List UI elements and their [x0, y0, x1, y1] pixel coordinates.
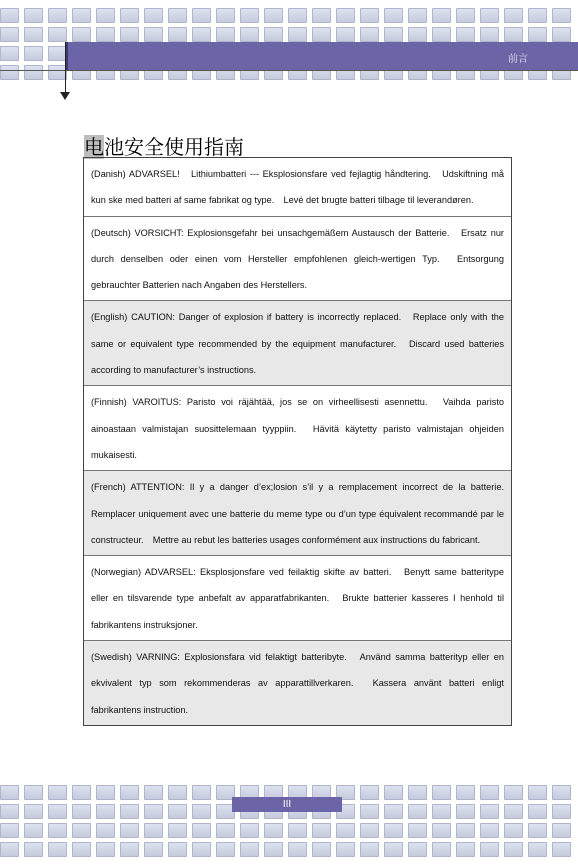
grid-tile — [48, 823, 67, 838]
grid-tile — [120, 804, 139, 819]
grid-tile — [168, 804, 187, 819]
grid-tile — [120, 8, 139, 23]
grid-tile — [360, 823, 379, 838]
grid-tile — [168, 823, 187, 838]
grid-tile — [192, 785, 211, 800]
notice-finnish: (Finnish) VAROITUS: Paristo voi räjähtää, jos se on virheellisesti asennettu. Vaihda paristo ainoastaan valmistajan suosittelemaan tyyppiin. Hävitä käytetty paristo valmistajan ohjeiden mukaisesti. — [84, 386, 511, 471]
grid-tile — [384, 8, 403, 23]
grid-tile — [48, 8, 67, 23]
decorative-grid-bottom — [0, 785, 571, 857]
header-section-label: 前言 — [508, 54, 528, 65]
grid-tile — [96, 8, 115, 23]
grid-tile — [360, 804, 379, 819]
grid-tile — [288, 842, 307, 857]
grid-tile — [552, 823, 571, 838]
grid-tile — [360, 8, 379, 23]
grid-tile — [72, 785, 91, 800]
grid-tile — [48, 842, 67, 857]
grid-tile — [96, 785, 115, 800]
notice-swedish: (Swedish) VARNING: Explosionsfara vid felaktigt batteribyte. Använd samma batterityp eller en ekvivalent typ som rekommenderas av apparattillverkaren. Kassera använt batteri enligt fabrikantens instruction. — [84, 641, 511, 725]
grid-tile — [456, 804, 475, 819]
grid-tile — [144, 27, 163, 42]
grid-tile — [480, 8, 499, 23]
grid-tile — [528, 842, 547, 857]
grid-tile — [24, 785, 43, 800]
grid-tile — [264, 842, 283, 857]
grid-tile — [96, 842, 115, 857]
grid-tile — [312, 27, 331, 42]
grid-tile — [552, 804, 571, 819]
grid-tile — [480, 804, 499, 819]
grid-tile — [552, 785, 571, 800]
notice-french: (French) ATTENTION: Il y a danger d’ex;losion s’il y a remplacement incorrect de la batterie. Remplacer uniquement avec une batterie du meme type ou d’un type équivalent recommandé par le constructeur. Mettre au rebut les batteries usages conformément aux instructions du fabricant. — [84, 471, 511, 556]
grid-tile — [504, 8, 523, 23]
grid-tile — [480, 27, 499, 42]
grid-tile — [456, 823, 475, 838]
grid-tile — [360, 27, 379, 42]
grid-tile — [528, 823, 547, 838]
grid-tile — [336, 27, 355, 42]
grid-tile — [120, 842, 139, 857]
grid-tile — [408, 8, 427, 23]
grid-tile — [336, 823, 355, 838]
grid-tile — [528, 804, 547, 819]
grid-tile — [240, 27, 259, 42]
grid-tile — [168, 785, 187, 800]
grid-tile — [144, 8, 163, 23]
grid-tile — [216, 8, 235, 23]
grid-tile — [72, 804, 91, 819]
grid-tile — [216, 842, 235, 857]
grid-tile — [408, 823, 427, 838]
grid-tile — [384, 27, 403, 42]
grid-tile — [408, 27, 427, 42]
grid-tile — [24, 27, 43, 42]
grid-tile — [552, 8, 571, 23]
grid-tile — [480, 842, 499, 857]
grid-tile — [432, 823, 451, 838]
grid-tile — [48, 27, 67, 42]
grid-tile — [24, 823, 43, 838]
grid-tile — [0, 8, 19, 23]
grid-tile — [504, 27, 523, 42]
grid-tile — [504, 804, 523, 819]
grid-tile — [72, 842, 91, 857]
grid-tile — [144, 823, 163, 838]
grid-tile — [24, 65, 43, 80]
grid-tile — [120, 785, 139, 800]
grid-tile — [48, 804, 67, 819]
grid-tile — [96, 804, 115, 819]
header-bar — [66, 42, 578, 70]
marker-line — [65, 42, 66, 94]
grid-tile — [144, 804, 163, 819]
grid-tile — [528, 27, 547, 42]
header-rule — [0, 70, 578, 71]
grid-tile — [408, 842, 427, 857]
grid-tile — [312, 842, 331, 857]
grid-tile — [552, 842, 571, 857]
grid-tile — [408, 785, 427, 800]
grid-tile — [192, 8, 211, 23]
grid-tile — [504, 823, 523, 838]
grid-tile — [48, 785, 67, 800]
notice-english: (English) CAUTION: Danger of explosion if battery is incorrectly replaced. Replace only with the same or equivalent type recommended by the equipment manufacturer. Discard used batteries according to manufacturer’s instructions. — [84, 301, 511, 386]
grid-tile — [192, 842, 211, 857]
grid-tile — [0, 804, 19, 819]
grid-tile — [432, 27, 451, 42]
grid-tile — [456, 785, 475, 800]
grid-tile — [72, 8, 91, 23]
grid-tile — [264, 27, 283, 42]
grid-tile — [264, 823, 283, 838]
grid-tile — [192, 27, 211, 42]
grid-tile — [120, 823, 139, 838]
page-title-rest: 池安全使用指南 — [104, 135, 244, 160]
grid-tile — [504, 785, 523, 800]
grid-tile — [456, 27, 475, 42]
grid-tile — [144, 842, 163, 857]
grid-tile — [216, 27, 235, 42]
grid-tile — [120, 27, 139, 42]
notice-norwegian: (Norwegian) ADVARSEL: Eksplosjonsfare ved feilaktig skifte av batteri. Benytt same batteritype eller en tilsvarende type anbefalt av apparatfabrikanten. Brukte batterier kasseres I henhold til fabrikantens instruksjoner. — [84, 556, 511, 641]
grid-tile — [192, 823, 211, 838]
grid-tile — [216, 823, 235, 838]
grid-tile — [384, 842, 403, 857]
grid-tile — [360, 842, 379, 857]
grid-tile — [0, 65, 19, 80]
grid-tile — [528, 785, 547, 800]
grid-tile — [0, 785, 19, 800]
grid-tile — [24, 8, 43, 23]
grid-tile — [0, 823, 19, 838]
grid-tile — [72, 823, 91, 838]
grid-tile — [144, 785, 163, 800]
grid-tile — [24, 804, 43, 819]
notice-danish: (Danish) ADVARSEL! Lithiumbatteri --- Eksplosionsfare ved fejlagtig håndtering. Udskiftning må kun ske med batteri af same fabrikat og type. Levé det brugte batteri tilbage til leverandøren. — [84, 158, 511, 217]
grid-tile — [360, 785, 379, 800]
grid-tile — [264, 8, 283, 23]
grid-tile — [384, 785, 403, 800]
grid-tile — [528, 8, 547, 23]
grid-tile — [456, 842, 475, 857]
grid-tile — [24, 46, 43, 61]
grid-tile — [336, 8, 355, 23]
battery-notices-table — [83, 157, 512, 726]
grid-tile — [384, 804, 403, 819]
grid-tile — [240, 842, 259, 857]
grid-tile — [288, 8, 307, 23]
grid-tile — [552, 27, 571, 42]
grid-tile — [480, 785, 499, 800]
grid-tile — [96, 27, 115, 42]
page-number: III — [232, 797, 342, 812]
page-title-first-char: 电 — [84, 135, 104, 160]
down-arrow-icon — [60, 92, 70, 100]
grid-tile — [312, 8, 331, 23]
grid-tile — [0, 842, 19, 857]
grid-tile — [168, 842, 187, 857]
grid-tile — [96, 823, 115, 838]
notice-deutsch: (Deutsch) VORSICHT: Explosionsgefahr bei unsachgemäßem Austausch der Batterie. Ersatz nur durch denselben oder einen vom Hersteller empfohlenen gleich-wertigen Typ. Entsorgung gebrauchter Batterien nach Angaben des Herstellers. — [84, 217, 511, 302]
grid-tile — [384, 823, 403, 838]
grid-tile — [432, 804, 451, 819]
grid-tile — [408, 804, 427, 819]
grid-tile — [192, 804, 211, 819]
grid-tile — [24, 842, 43, 857]
grid-tile — [288, 27, 307, 42]
grid-tile — [72, 27, 91, 42]
grid-tile — [312, 823, 331, 838]
grid-tile — [432, 842, 451, 857]
grid-tile — [288, 823, 307, 838]
grid-tile — [0, 46, 19, 61]
grid-tile — [456, 8, 475, 23]
grid-tile — [240, 823, 259, 838]
grid-tile — [432, 8, 451, 23]
grid-tile — [168, 8, 187, 23]
grid-tile — [480, 823, 499, 838]
grid-tile — [432, 785, 451, 800]
grid-tile — [336, 842, 355, 857]
grid-tile — [504, 842, 523, 857]
grid-tile — [240, 8, 259, 23]
grid-tile — [0, 27, 19, 42]
grid-tile — [168, 27, 187, 42]
